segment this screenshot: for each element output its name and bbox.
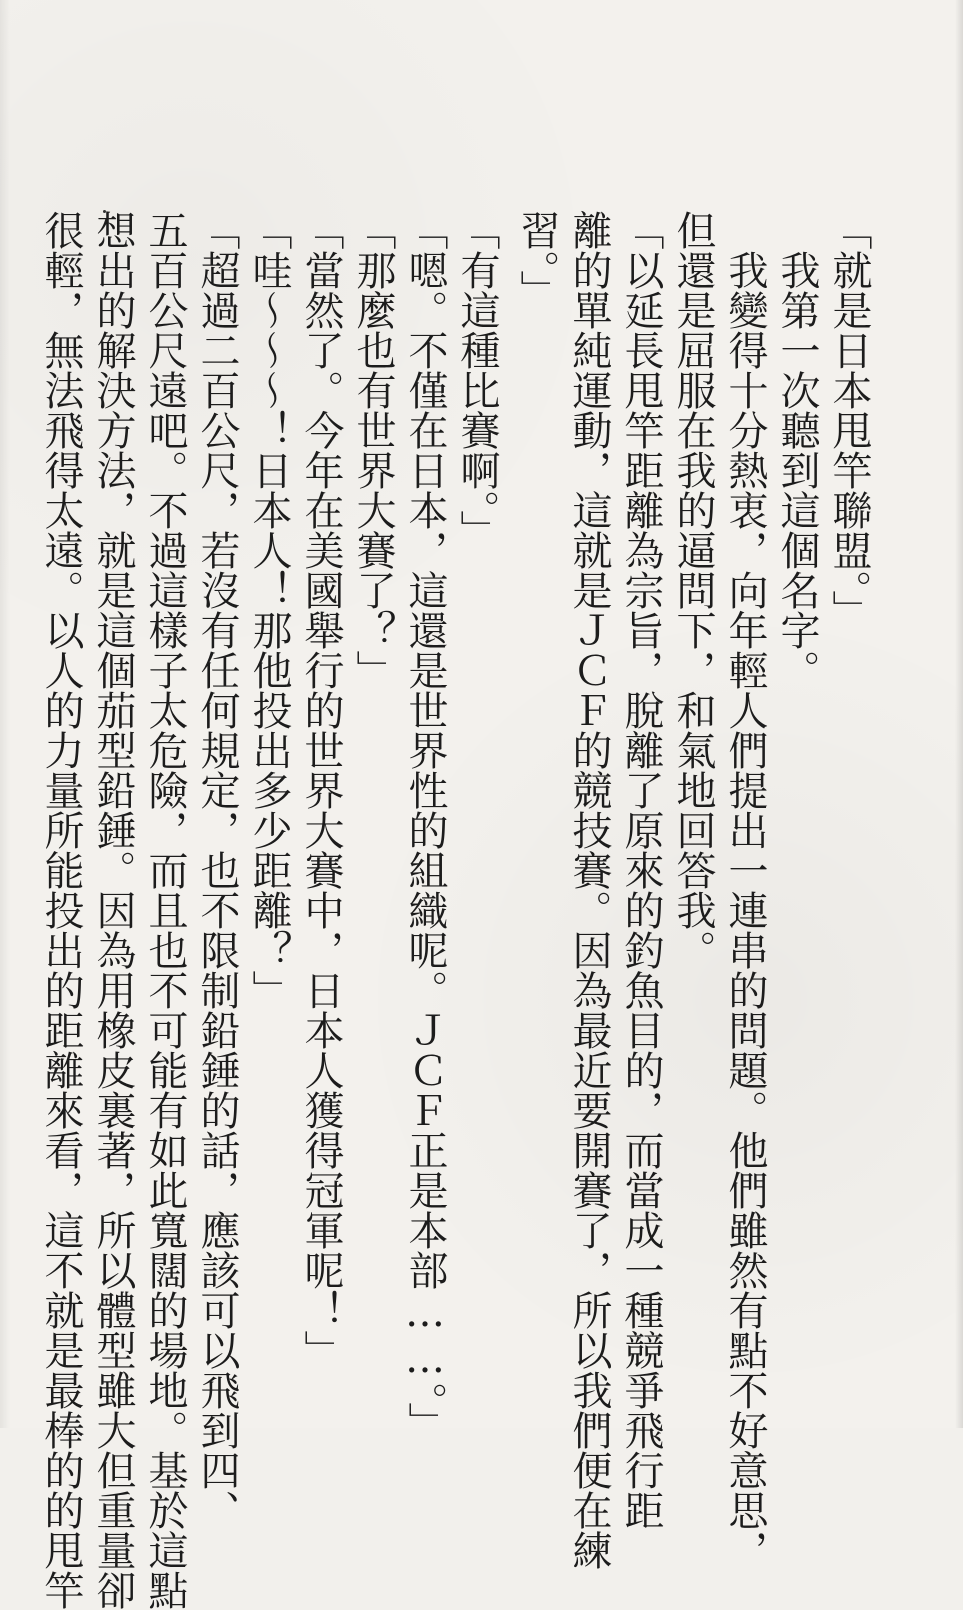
text-column-15: 想出的解決方法，就是這個茄型鉛錘。因為用橡皮裏著，所以體型雖大但重量卻 — [90, 210, 136, 1610]
left-scan-shadow — [0, 0, 10, 1428]
text-column-2: 我第一次聽到這個名字。 — [774, 210, 820, 690]
text-column-7: 習。」 — [514, 210, 560, 310]
text-column-16: 很輕，無法飛得太遠。以人的力量所能投出的距離來看，這不就是最棒的的甩竿 — [38, 210, 84, 1610]
text-column-13: 「超過二百公尺，若沒有任何規定，也不限制鉛錘的話，應該可以飛到四、 — [194, 210, 240, 1530]
text-column-9: 「嗯。不僅在日本，這還是世界性的組織呢。ＪＣＦ正是本部……。」 — [402, 210, 448, 1442]
text-column-1: 「就是日本甩竿聯盟。」 — [826, 210, 872, 630]
text-column-14: 五百公尺遠吧。不過這樣子太危險，而且也不可能有如此寬闊的場地。基於這點 — [142, 210, 188, 1610]
text-column-5: 「以延長甩竿距離為宗旨，脫離了原來的釣魚目的，而當成一種競爭飛行距 — [618, 210, 664, 1530]
text-column-8: 「有這種比賽啊。」 — [454, 210, 500, 550]
vertical-text-block — [38, 210, 872, 1610]
text-column-11: 「當然了。今年在美國舉行的世界大賽中，日本人獲得冠軍呢！」 — [298, 210, 344, 1370]
text-column-12: 「哇～～～！日本人！那他投出多少距離？」 — [246, 210, 292, 1010]
text-column-3: 我變得十分熱衷，向年輕人們提出一連串的問題。他們雖然有點不好意思， — [722, 210, 768, 1570]
text-column-10: 「那麼也有世界大賽了？」 — [350, 210, 396, 690]
text-column-6: 離的單純運動，這就是ＪＣＦ的競技賽。因為最近要開賽了，所以我們便在練 — [566, 210, 612, 1570]
text-column-4: 但還是屈服在我的逼問下，和氣地回答我。 — [670, 210, 716, 970]
right-scan-shadow — [955, 0, 963, 1428]
